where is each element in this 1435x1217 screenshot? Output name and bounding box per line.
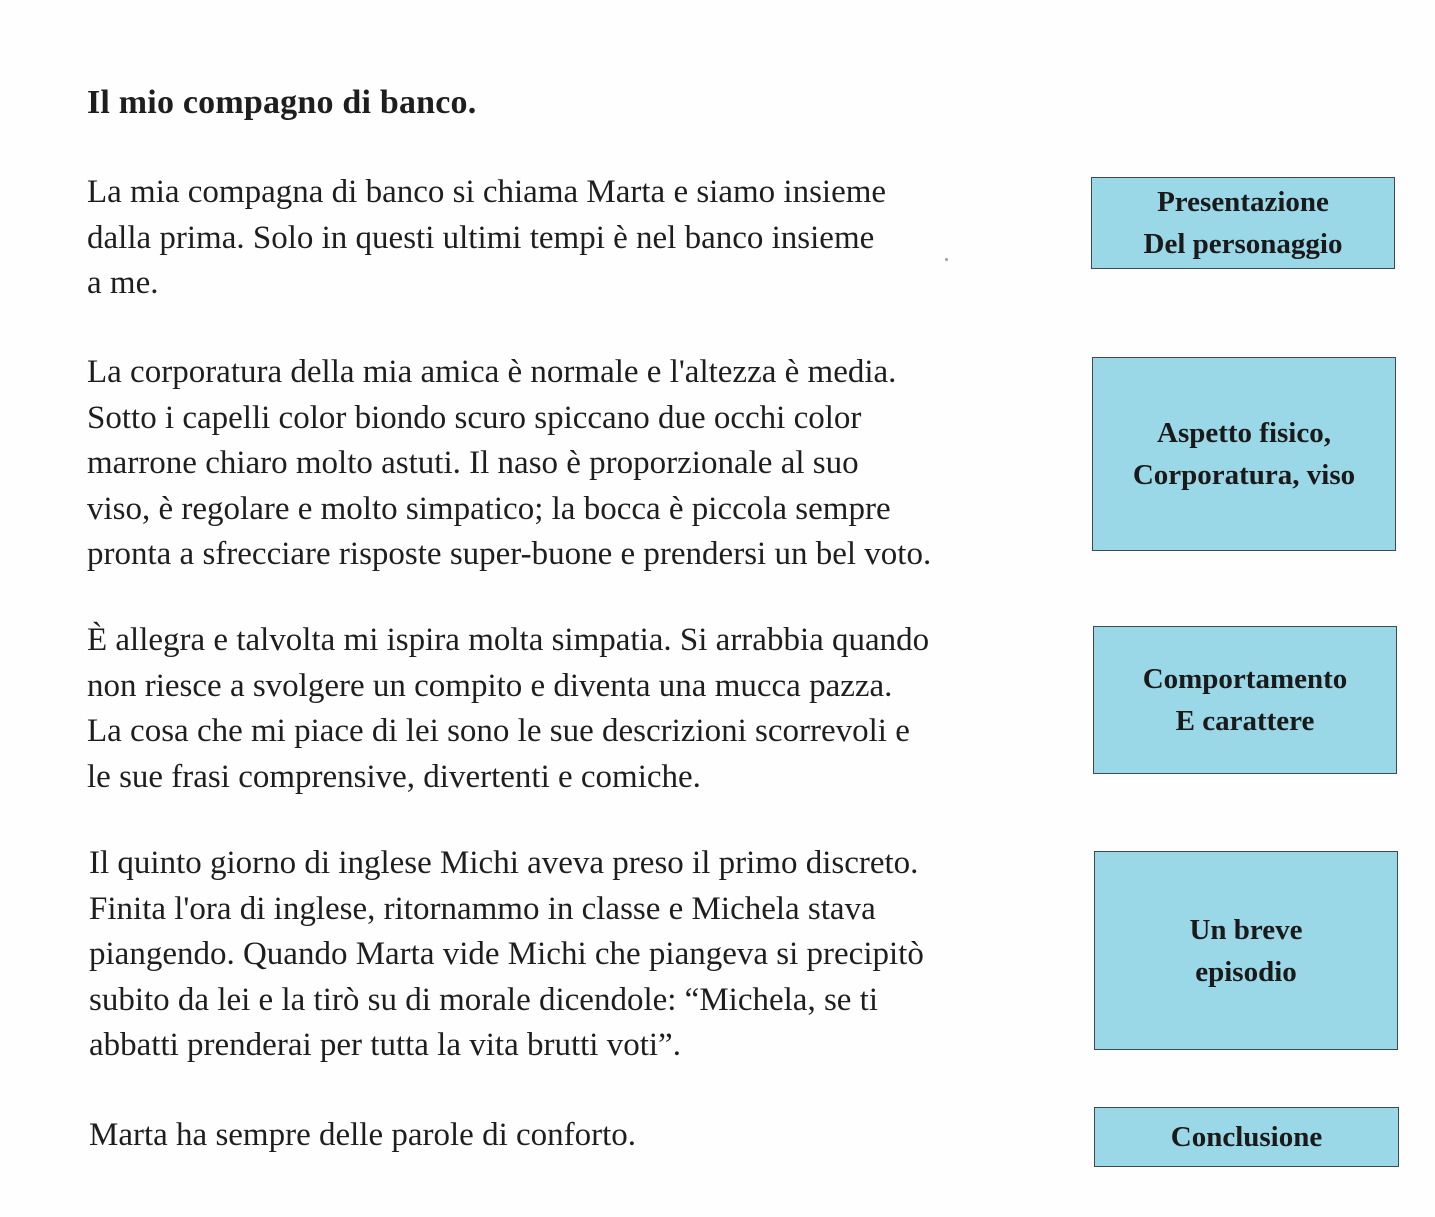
- text-line: Marta ha sempre delle parole di conforto.: [89, 1117, 637, 1153]
- label-line: Aspetto fisico,: [1157, 417, 1331, 449]
- text-line: le sue frasi comprensive, divertenti e comiche.: [87, 758, 701, 795]
- text-line: pronta a sfrecciare risposte super-buone e prendersi un bel voto.: [87, 536, 932, 572]
- label-line: Corporatura, viso: [1132, 459, 1356, 491]
- document-title: Il mio compagno di banco.: [87, 84, 477, 121]
- text-line: viso, è regolare e molto simpatico; la bocca è piccola sempre: [87, 490, 891, 527]
- text-line: piangendo. Quando Marta vide Michi che piangeva si precipitò: [89, 936, 924, 972]
- label-line: Conclusione: [1170, 1121, 1323, 1153]
- label-line: Presentazione: [1157, 186, 1329, 218]
- text-line: Sotto i capelli color biondo scuro spiccano due occhi color: [87, 399, 862, 436]
- text-line: È allegra e talvolta mi ispira molta simpatia. Si arrabbia quando: [87, 622, 930, 658]
- text-line: La cosa che mi piace di lei sono le sue descrizioni scorrevoli e: [87, 713, 910, 749]
- text-line: subito da lei e la tirò su di morale dicendole: “Michela, se ti: [89, 981, 879, 1018]
- label-conclusion: [1094, 1107, 1399, 1167]
- paragraph-conclusion: [89, 1113, 1089, 1159]
- label-line: Un breve: [1189, 913, 1303, 946]
- scan-speck: [945, 258, 948, 261]
- paragraph-behaviour: [87, 618, 1087, 800]
- text-line: marrone chiaro molto astuti. Il naso è proporzionale al suo: [87, 445, 859, 481]
- label-line: Comportamento: [1142, 663, 1348, 695]
- paragraph-physical-appearance: [87, 350, 1087, 578]
- label-physical-appearance: [1092, 357, 1396, 551]
- text-line: Il quinto giorno di inglese Michi aveva preso il primo discreto.: [89, 845, 919, 881]
- label-line: Del personaggio: [1143, 228, 1343, 260]
- text-line: dalla prima. Solo in questi ultimi tempi è nel banco insieme: [87, 219, 875, 256]
- label-behaviour: [1093, 626, 1397, 774]
- text-line: abbatti prenderai per tutta la vita brutti voti”.: [89, 1027, 681, 1063]
- label-episode: [1094, 851, 1398, 1050]
- label-line: episodio: [1195, 955, 1297, 988]
- text-line: a me.: [87, 265, 159, 301]
- text-line: non riesce a svolgere un compito e diventa una mucca pazza.: [87, 667, 893, 704]
- text-line: La mia compagna di banco si chiama Marta e siamo insieme: [87, 174, 887, 210]
- paragraph-presentation: [87, 170, 1087, 307]
- text-line: Finita l'ora di inglese, ritornammo in classe e Michela stava: [89, 890, 876, 927]
- label-line: E carattere: [1175, 705, 1315, 737]
- text-line: La corporatura della mia amica è normale e l'altezza è media.: [87, 354, 897, 390]
- paragraph-episode: [89, 841, 1089, 1069]
- label-presentation: [1091, 177, 1395, 269]
